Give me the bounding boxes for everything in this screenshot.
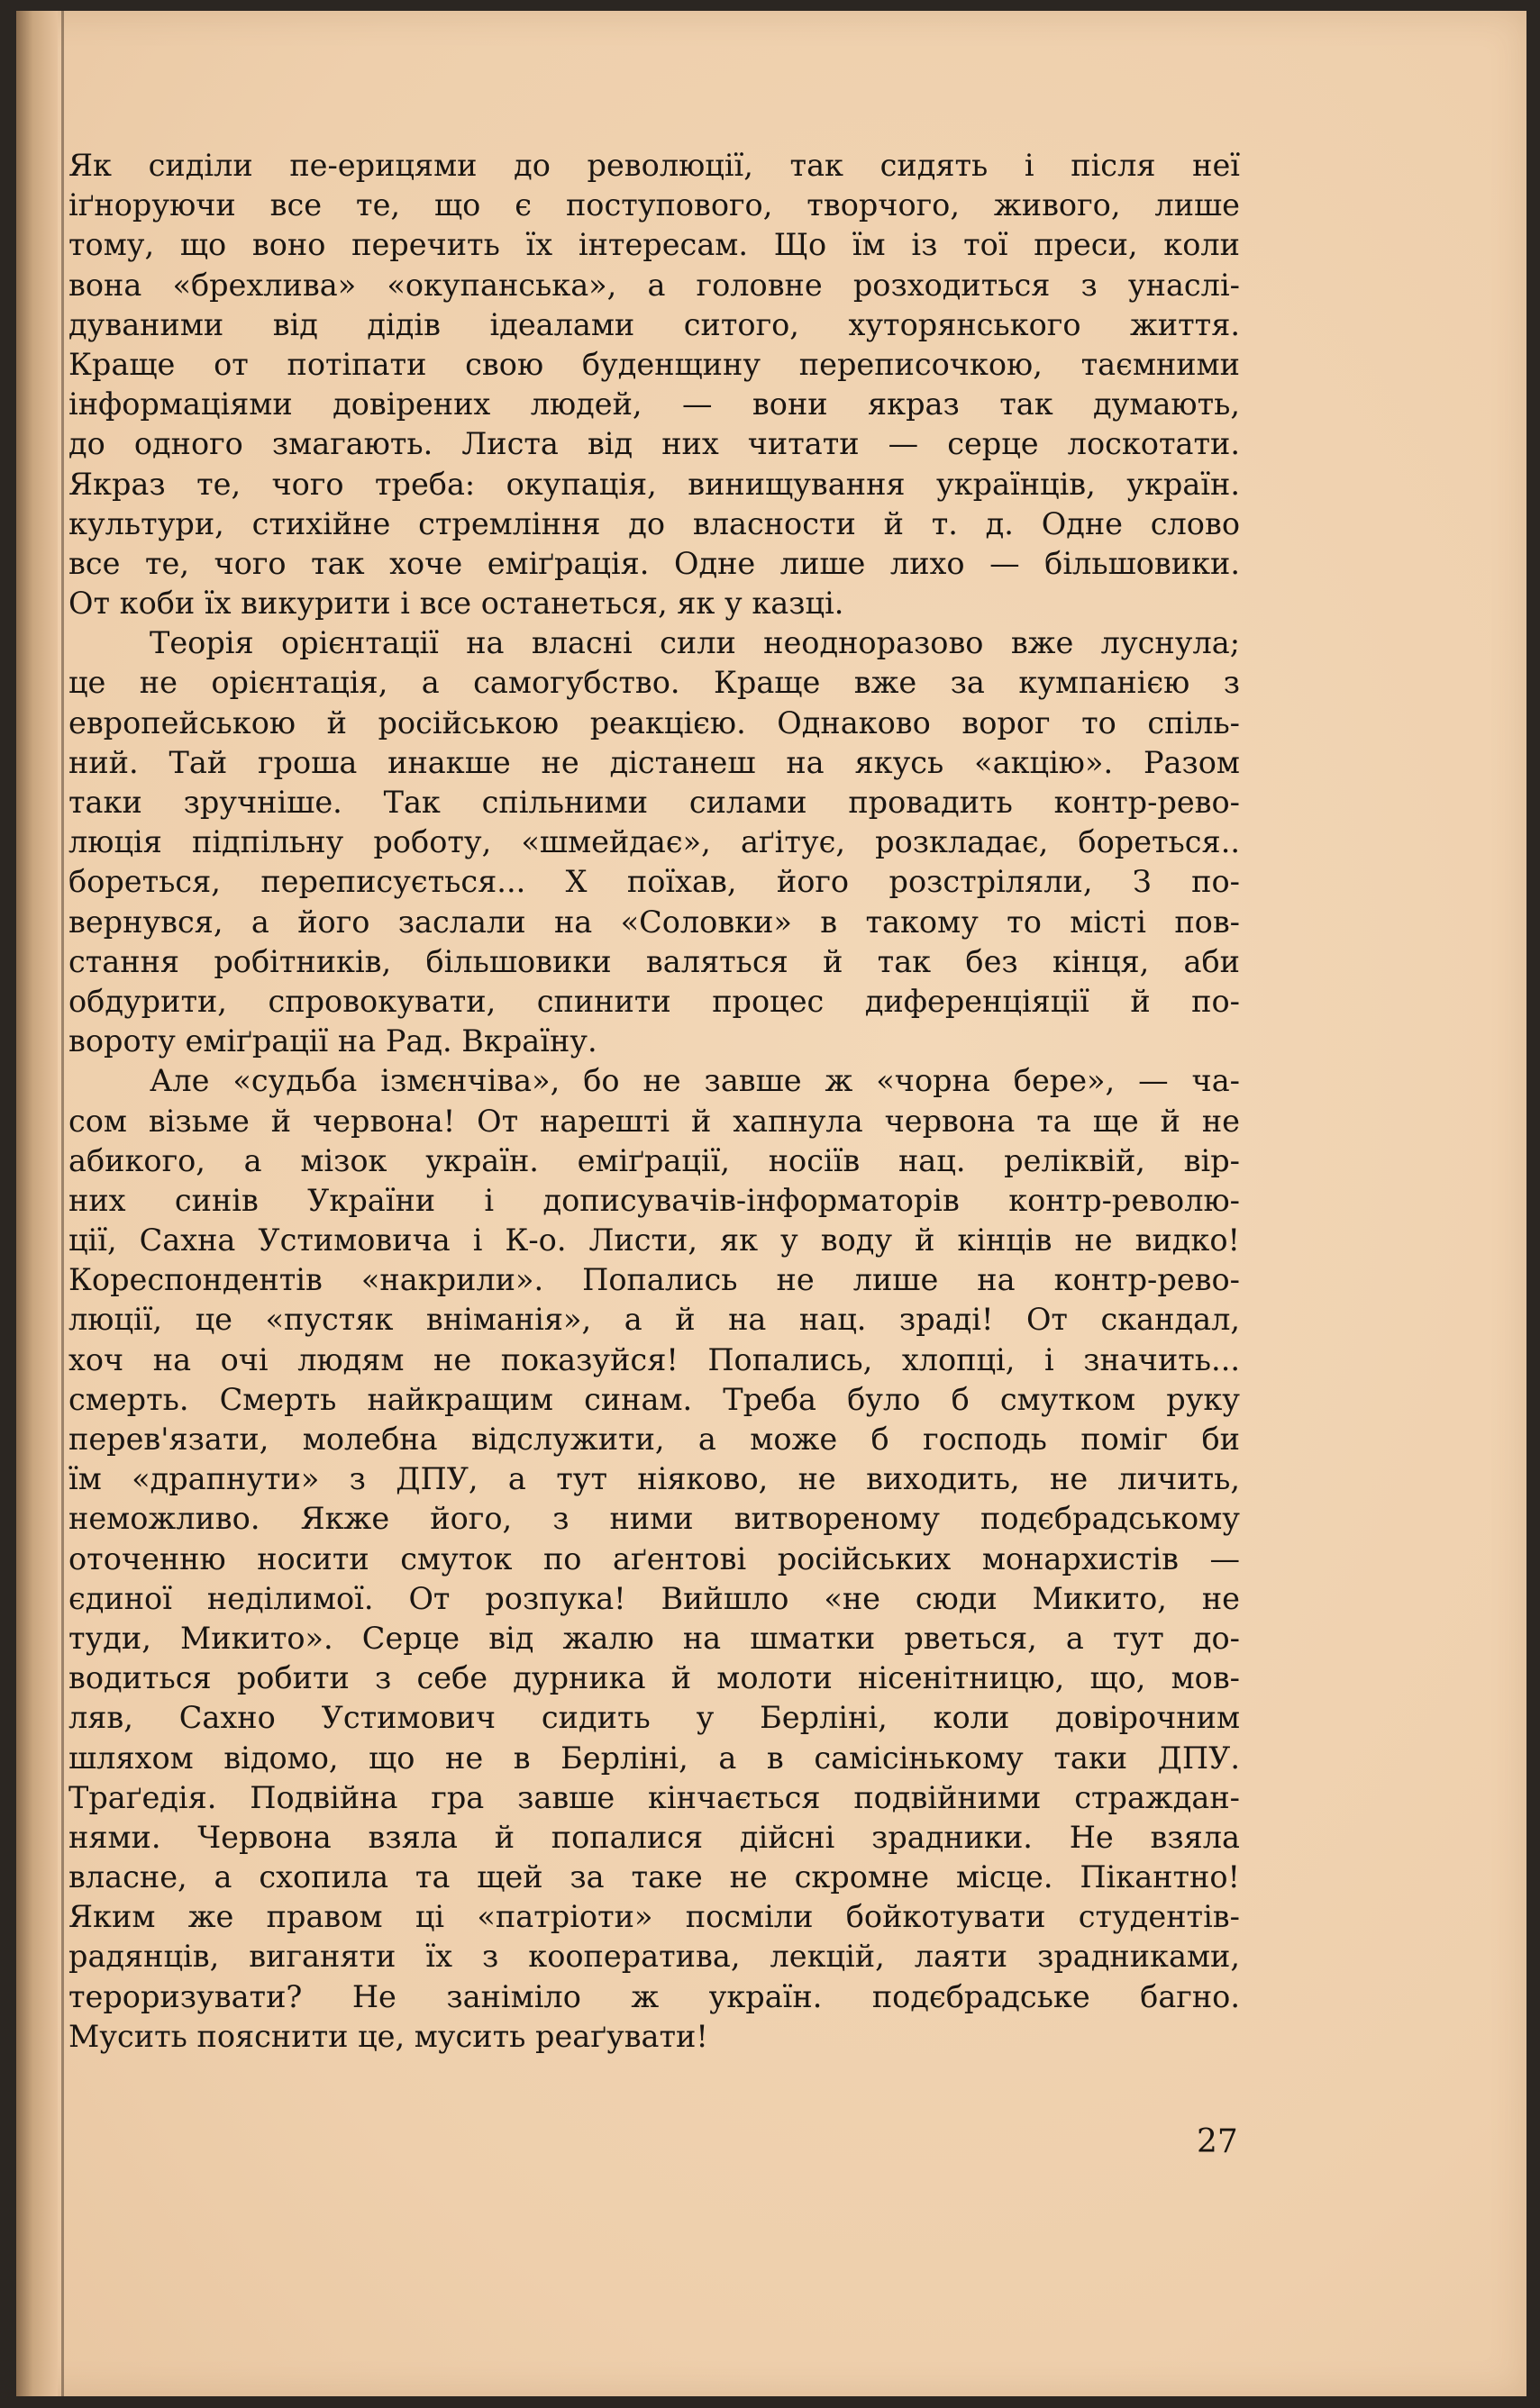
text-line: все те, чого так хоче еміґрація. Одне лише лихо — більшовики. <box>68 545 1240 581</box>
text-line: стання робітників, більшовики валяться й так без кінця, аби <box>68 943 1240 979</box>
text-line: таки зручніше. Так спільними силами провадить контр-рево- <box>68 785 1240 820</box>
text-line: Мусить пояснити це, мусить реаґувати! <box>68 2018 708 2054</box>
text-line: европейською й російською реакцією. Однаково ворог то спіль- <box>68 704 1240 741</box>
text-line: Краще от потіпати свою буденщину переписочкою, таємними <box>68 346 1240 382</box>
text-line: сом візьме й червона! От нарешті й хапнула червона та ще й не <box>68 1103 1240 1139</box>
text-line: абикого, а мізок україн. еміґрації, носіїв нац. реліквій, вір- <box>68 1142 1240 1178</box>
text-line: Але «судьба ізмєнчіва», бо не завше ж «чорна бере», — ча- <box>150 1063 1240 1099</box>
text-line: радянців, виганяти їх з кооператива, лекцій, лаяти зрадниками, <box>68 1939 1240 1975</box>
text-line: єдиної неділимої. От розпука! Вийшло «не сюди Микито, не <box>68 1580 1240 1616</box>
text-line: дуваними від дідів ідеалами ситого, хуторянського життя. <box>68 306 1240 342</box>
paragraph-2 <box>68 623 1240 1061</box>
text-line: смерть. Смерть найкращим синам. Треба було б смутком руку <box>68 1381 1240 1417</box>
page-number: 27 <box>1197 2123 1238 2160</box>
text-line: люції, це «пустяк вніманія», а й на нац. зраді! От скандал, <box>68 1302 1240 1338</box>
text-line: ції, Сахна Устимовича і К-о. Листи, як у воду й кінців не видко! <box>68 1222 1240 1259</box>
text-line: Кореспондентів «накрили». Попались не лише на контр-рево- <box>68 1262 1240 1298</box>
text-line: іґноруючи все те, що є поступового, творчого, живого, лише <box>68 187 1240 223</box>
text-line: вона «брехлива» «окупанська», а головне розходиться з унаслі- <box>68 267 1240 303</box>
binding-gutter <box>16 11 58 2396</box>
text-line: водиться робити з себе дурника й молоти нісенітницю, що, мов- <box>68 1660 1240 1696</box>
text-line: культури, стихійне стремління до власности й т. д. Одне слово <box>68 505 1240 541</box>
text-line: перев'язати, молебна відслужити, а може б господь поміг би <box>68 1422 1240 1457</box>
body-text <box>68 146 1240 2057</box>
text-line: Теорія орієнтації на власні сили неодноразово вже луснула; <box>150 625 1240 661</box>
text-line: От коби їх викурити і все останеться, як у казці. <box>68 586 844 622</box>
text-line: оточенню носити смуток по аґентові російських монархистів — <box>68 1540 1240 1577</box>
text-line: ний. Тай гроша инакше не дістанеш на якусь «акцію». Разом <box>68 744 1240 780</box>
text-line: тому, що воно перечить їх інтересам. Що їм із тої преси, коли <box>68 227 1240 263</box>
text-line: шляхом відомо, що не в Берліні, а в самісінькому таки ДПУ. <box>68 1740 1240 1776</box>
text-line: вороту еміґрації на Рад. Вкраїну. <box>68 1023 597 1059</box>
text-line: ляв, Сахно Устимович сидить у Берліні, коли довірочним <box>68 1700 1240 1736</box>
text-line: люція підпільну роботу, «шмейдає», аґітує, розкладає, бореться.. <box>68 824 1240 860</box>
text-line: хоч на очі людям не показуйся! Попались, хлопці, і значить... <box>68 1341 1240 1377</box>
text-line: власне, а схопила та щей за таке не скромне місце. Пікантно! <box>68 1859 1240 1895</box>
text-line: Як сиділи пе-ерицями до революції, так сидять і після неї <box>68 148 1240 183</box>
text-line: тероризувати? Не заніміло ж україн. подєбрадське багно. <box>68 1978 1240 2014</box>
text-line: вернувся, а його заслали на «Соловки» в такому то місті пов- <box>68 904 1240 940</box>
text-line: Траґедія. Подвійна гра завше кінчається подвійними страждан- <box>68 1779 1240 1815</box>
text-line: туди, Микито». Серце від жалю на шматки рветься, а тут до- <box>68 1620 1240 1656</box>
text-line: їм «драпнути» з ДПУ, а тут ніяково, не виходить, не личить, <box>68 1461 1240 1497</box>
text-line: Якраз те, чого треба: окупація, винищування українців, україн. <box>68 466 1240 502</box>
text-line: бореться, переписується... Х поїхав, його розстріляли, З по- <box>68 864 1240 900</box>
paragraph-1 <box>68 146 1240 623</box>
text-line: неможливо. Якже його, з ними витвореному подєбрадському <box>68 1501 1240 1537</box>
text-line: нями. Червона взяла й попалися дійсні зрадники. Не взяла <box>68 1819 1240 1855</box>
text-line: них синів України і дописувачів-інформаторів контр-револю- <box>68 1182 1240 1218</box>
binding-edge <box>61 11 64 2396</box>
text-line: інформаціями довірених людей, — вони якраз так думають, <box>68 386 1240 423</box>
text-line: Яким же правом ці «патріоти» посміли бойкотувати студентів- <box>68 1899 1240 1935</box>
text-line: до одного змагають. Листа від них читати — серце лоскотати. <box>68 426 1240 462</box>
text-line: це не орієнтація, а самогубство. Краще вже за кумпанією з <box>68 665 1240 701</box>
book-page <box>16 11 1526 2396</box>
paragraph-3 <box>68 1061 1240 2057</box>
text-line: обдурити, спровокувати, спинити процес диференціяції й по- <box>68 983 1240 1019</box>
